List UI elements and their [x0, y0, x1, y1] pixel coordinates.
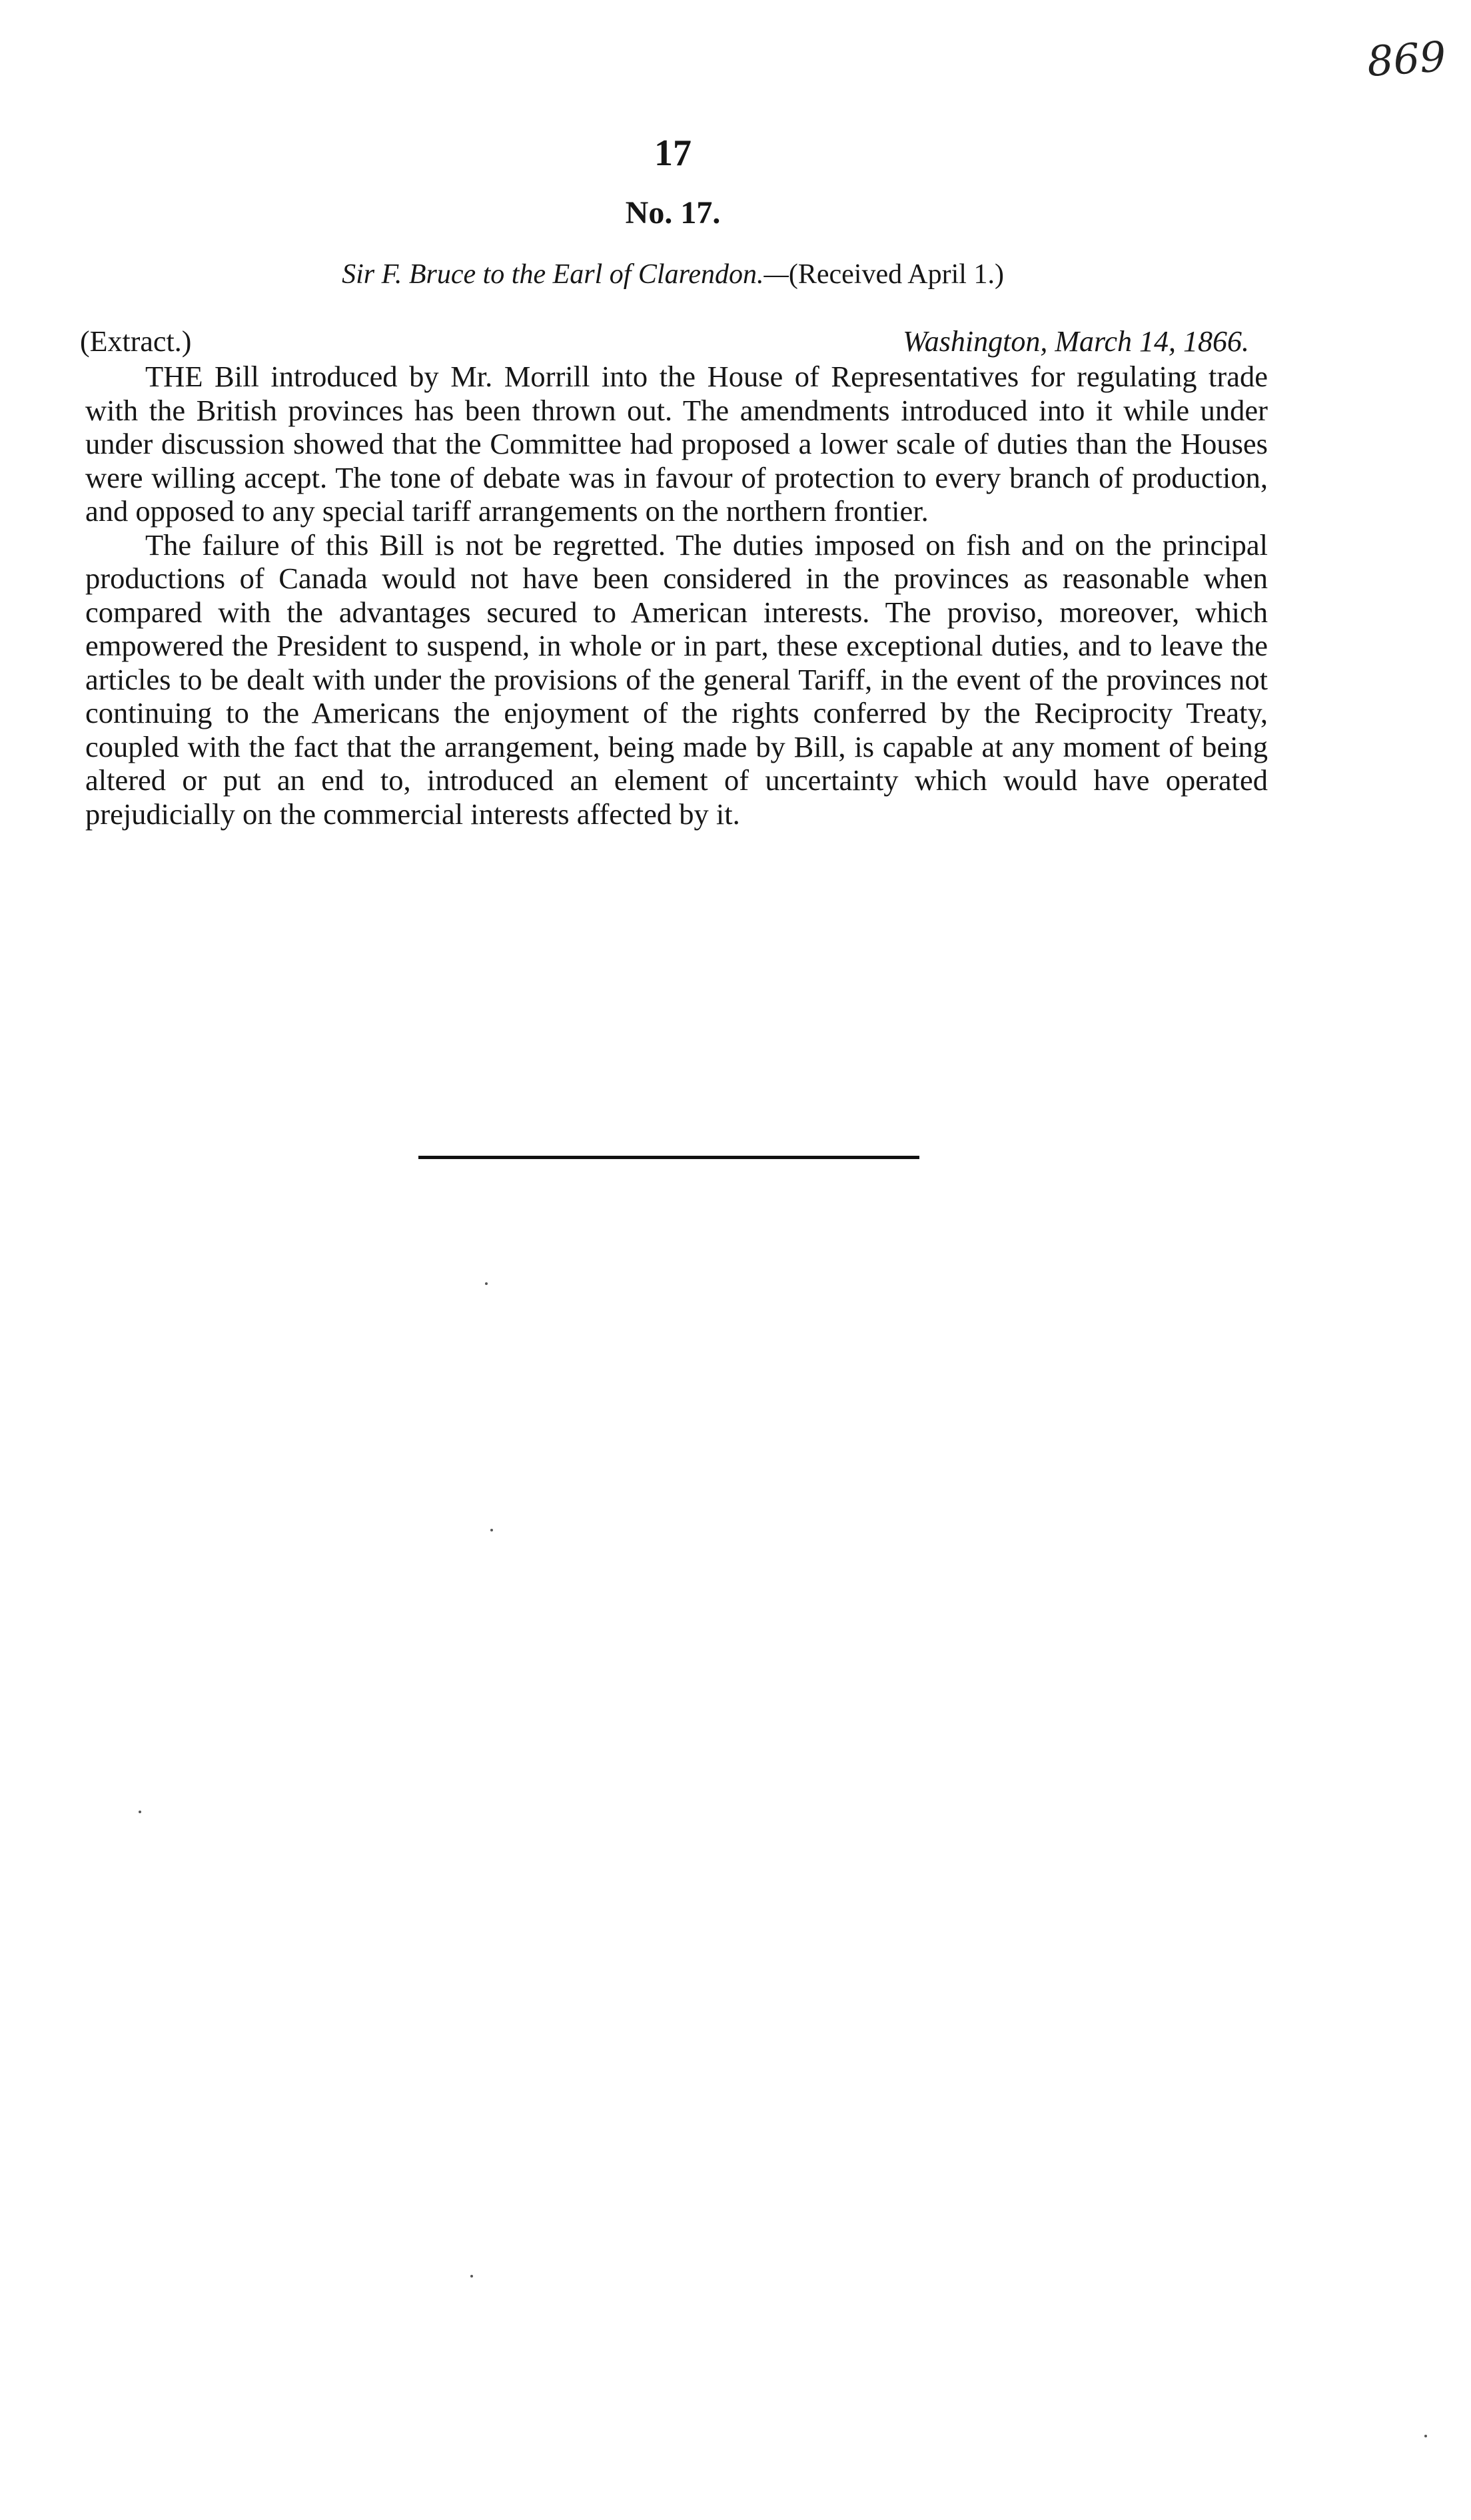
scan-speck	[485, 1282, 488, 1285]
section-divider	[418, 1156, 919, 1159]
scan-speck	[490, 1529, 493, 1531]
page-number: 17	[654, 133, 692, 174]
dateline: Washington, March 14, 1866.	[903, 325, 1249, 358]
scan-speck	[470, 2275, 473, 2278]
handwritten-folio-number: 869	[1365, 31, 1448, 87]
scan-speck	[1424, 2435, 1427, 2437]
paragraph-1: THE Bill introduced by Mr. Morrill into the House of Representatives for regulating trade with the British provinces has been thrown out. The amendments introduced into it while under under discussion showed that the Committee had proposed a lower scale of duties than the Houses were willing accept. The tone of debate was in favour of protection to every branch of production, and opposed to any special tariff arrangements on the northern frontier.	[85, 360, 1268, 528]
paragraph-2: The failure of this Bill is not be regretted. The duties imposed on fish and on the principal productions of Canada would not have been considered in the provinces as reasonable when compared with the advantages secured to American interests. The proviso, moreover, which empowered the President to suspend, in whole or in part, these exceptional duties, and to leave the articles to be dealt with under the provisions of the general Tariff, in the event of the provinces not continuing to the Americans the enjoyment of the rights conferred by the Reciprocity Treaty, coupled with the fact that the arrangement, being made by Bill, is capable at any moment of being altered or put an end to, introduced an element of uncertainty which would have operated prejudicially on the commercial interests affected by it.	[85, 528, 1268, 831]
scan-speck	[139, 1811, 141, 1813]
letter-body	[85, 360, 1268, 831]
heading-title: Sir F. Bruce to the Earl of Clarendon.—	[342, 259, 789, 290]
heading-received: (Received April 1.)	[788, 259, 1004, 290]
extract-label: (Extract.)	[80, 325, 192, 358]
document-number: No. 17.	[625, 195, 721, 230]
letter-heading	[0, 258, 1346, 290]
